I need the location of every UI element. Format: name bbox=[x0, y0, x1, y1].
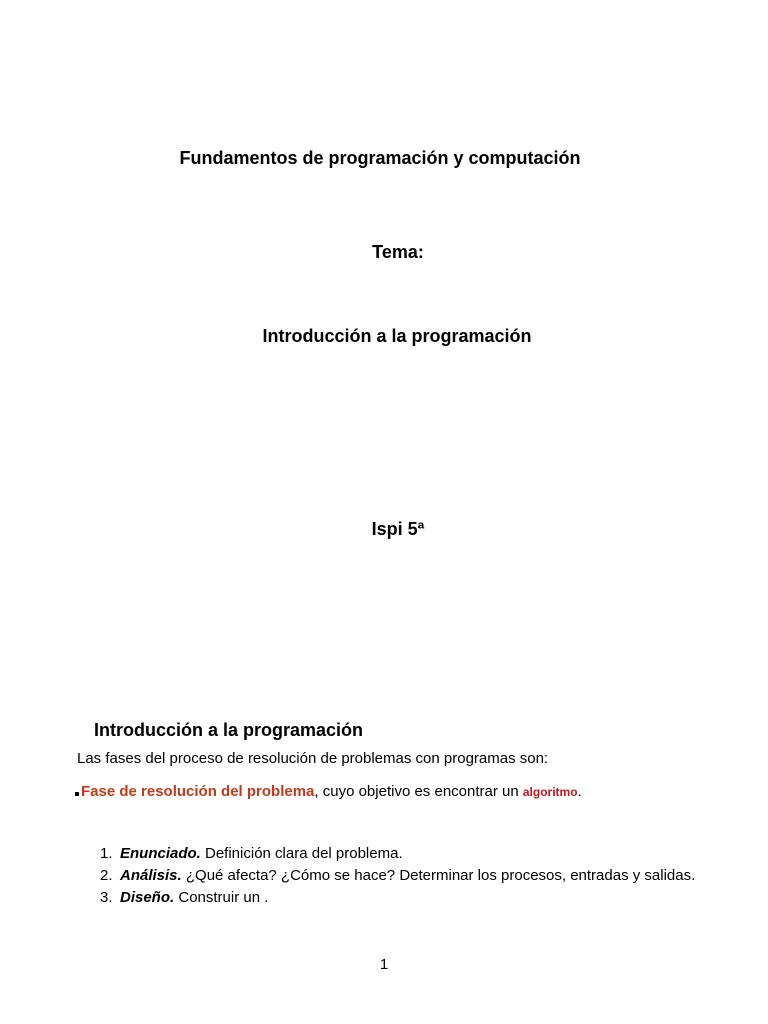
step-text: Definición clara del problema. bbox=[200, 845, 403, 862]
course-title: Fundamentos de programación y computación bbox=[179, 148, 581, 168]
step-text: Construir un . bbox=[174, 889, 269, 906]
topic-label: Tema: bbox=[372, 242, 424, 262]
section-heading: Introducción a la programación bbox=[94, 720, 364, 740]
square-bullet-icon bbox=[75, 792, 79, 796]
list-number: 3. bbox=[100, 889, 113, 906]
phase-paragraph bbox=[75, 783, 582, 800]
list-number: 1. bbox=[100, 845, 113, 862]
intro-paragraph: Las fases del proceso de resolución de problemas con programas son: bbox=[77, 750, 549, 767]
list-item bbox=[100, 843, 695, 865]
page-number: 1 bbox=[379, 956, 389, 973]
step-term: Diseño. bbox=[120, 889, 175, 906]
steps-list bbox=[100, 843, 695, 909]
list-number: 2. bbox=[100, 867, 113, 884]
algorithm-term: algoritmo bbox=[522, 785, 578, 799]
group-label: Ispi 5ª bbox=[371, 519, 425, 539]
step-term: Enunciado. bbox=[120, 845, 201, 862]
topic-title: Introducción a la programación bbox=[262, 326, 532, 346]
step-term: Análisis. bbox=[120, 867, 182, 884]
phase-highlight-text: Fase de resolución del problema bbox=[81, 783, 315, 800]
list-item bbox=[100, 887, 695, 909]
list-item bbox=[100, 865, 695, 887]
step-text: ¿Qué afecta? ¿Cómo se hace? Determinar los procesos, entradas y salidas. bbox=[181, 867, 696, 884]
phase-end-text: . bbox=[577, 783, 582, 800]
phase-middle-text: , cuyo objetivo es encontrar un bbox=[314, 783, 523, 800]
